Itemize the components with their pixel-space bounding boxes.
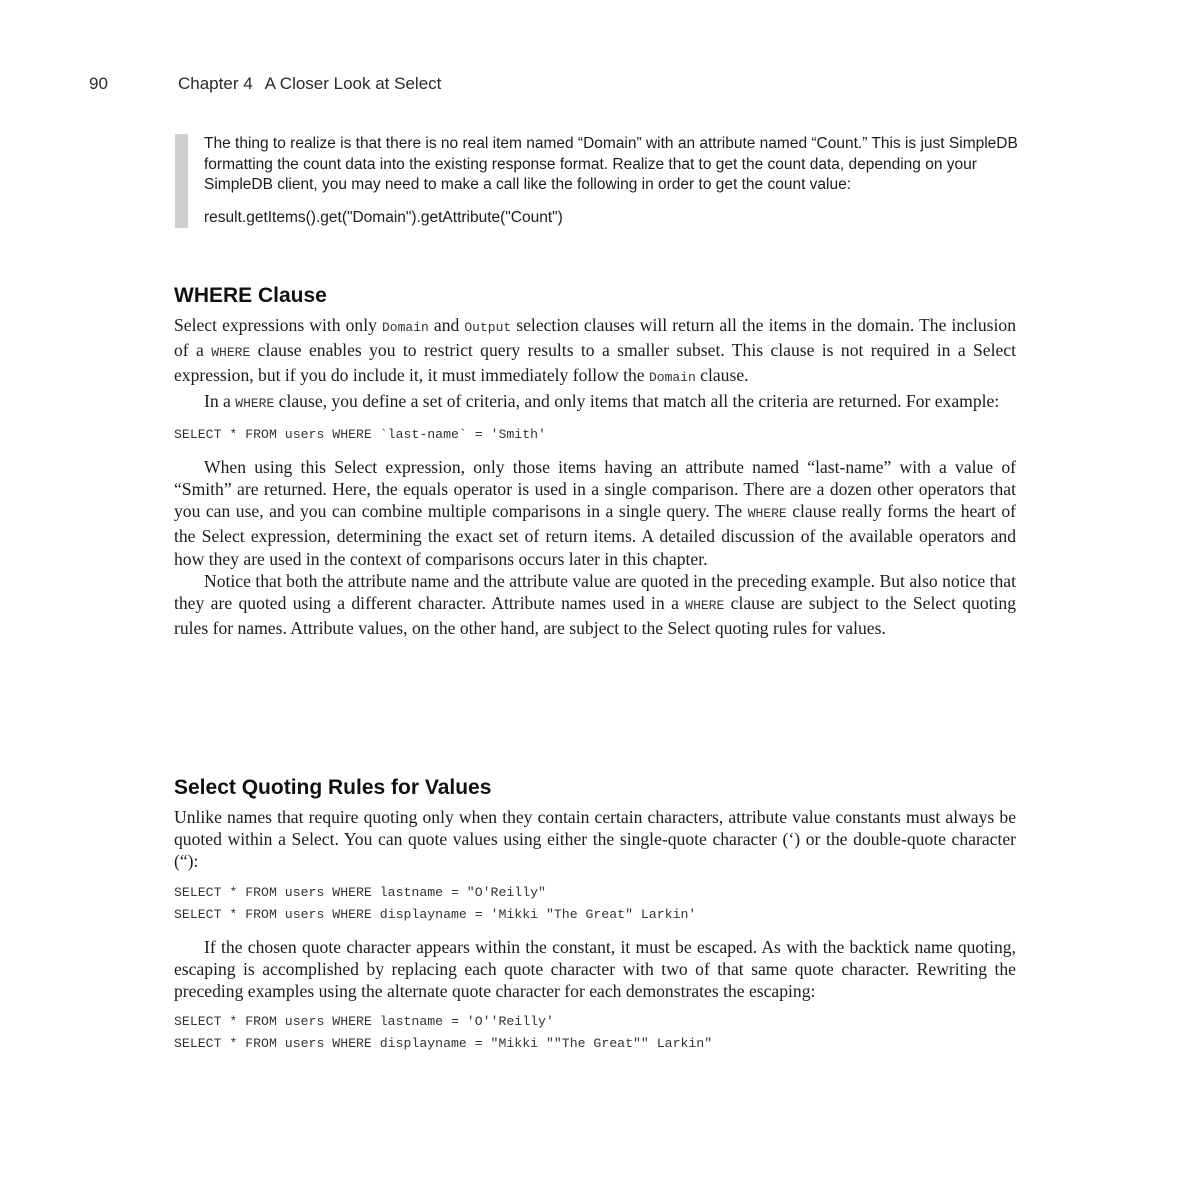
where-clause-section: [174, 284, 1016, 639]
quoting-code-example-1: [174, 882, 1016, 926]
running-head: [178, 74, 441, 94]
code-line: SELECT * FROM users WHERE displayname = 'Mikki "The Great" Larkin': [174, 906, 697, 922]
quoting-paragraph-2: If the chosen quote character appears within the constant, it must be escaped. As with the backtick name quoting, escaping is accomplished by replacing each quote character with two of that same quote character. Rewriting the preceding examples using the alternate quote character for each demonstrates the escaping:: [174, 936, 1016, 1002]
page-number: 90: [89, 74, 108, 93]
where-paragraph-4: Notice that both the attribute name and the attribute value are quoted in the preceding example. But also notice that they are quoted using a different character. Attribute names used in a WHERE clause are subject to the Select quoting rules for names. Attribute values, on the other hand, are subject to the Select quoting rules for values.: [174, 570, 1016, 639]
quoting-code-example-2: [174, 1011, 1016, 1055]
where-paragraph-1: Select expressions with only Domain and Output selection clauses will return all the items in the domain. The inclusion of a WHERE clause enables you to restrict query results to a smaller subset. This clause is not required in a Select expression, but if you do include it, it must immediately follow the Domain clause.: [174, 315, 1017, 386]
where-paragraph-3: When using this Select expression, only those items having an attribute named “last-name” with a value of “Smith” are returned. Here, the equals operator is used in a single comparison. There are a dozen other operators that you can use, and you can combine multiple comparisons in a single query. The WHERE clause really forms the heart of the Select expression, determining the exact set of return items. A detailed discussion of the available operators and how they are used in the context of comparisons occurs later in this chapter.: [174, 456, 1017, 569]
where-code-example: [174, 424, 1016, 446]
quoting-rules-section: [174, 776, 1016, 1065]
chapter-title: A Closer Look at Select: [264, 74, 442, 93]
chapter-label: Chapter 4: [178, 74, 253, 93]
code-line: SELECT * FROM users WHERE lastname = "O'Reilly": [174, 884, 546, 900]
code-line: SELECT * FROM users WHERE displayname = "Mikki ""The Great"" Larkin": [174, 1036, 713, 1052]
where-clause-heading: WHERE Clause: [174, 284, 327, 307]
code-line: SELECT * FROM users WHERE lastname = 'O''Reilly': [174, 1014, 554, 1030]
note-box: [175, 134, 1044, 228]
note-code: result.getItems().get("Domain").getAttribute("Count"): [204, 208, 563, 226]
code-line: SELECT * FROM users WHERE `last-name` = 'Smith': [174, 426, 546, 442]
where-paragraph-2: In a WHERE clause, you define a set of criteria, and only items that match all the criteria are returned. For example:: [204, 390, 1000, 411]
quoting-rules-heading: Select Quoting Rules for Values: [174, 776, 492, 799]
note-text: The thing to realize is that there is no real item named “Domain” with an attribute named “Count.” This is just SimpleDB formatting the count data into the existing response format. Realize that to get the count data, depending on your SimpleDB client, you may need to make a call like the following in order to get the count value:: [204, 135, 1018, 193]
quoting-paragraph-1: Unlike names that require quoting only when they contain certain characters, attribute value constants must always be quoted within a Select. You can quote values using either the single-quote character (‘) or the double-quote character (“):: [174, 807, 1016, 872]
